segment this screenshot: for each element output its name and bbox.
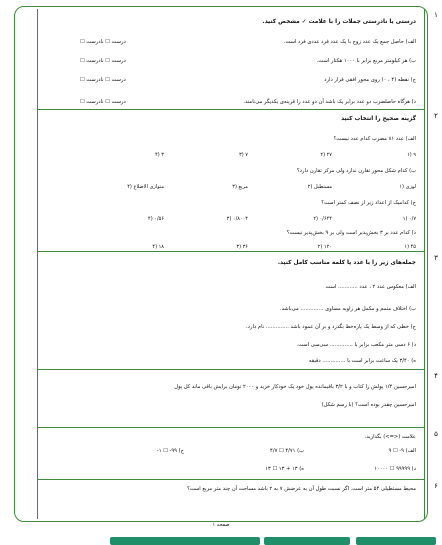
option[interactable]: ۳) ۳۶: [236, 244, 248, 250]
exam-sheet: [14, 6, 438, 522]
question-number: ۵: [434, 430, 438, 438]
option[interactable]: ۲) ۲۷: [320, 152, 332, 158]
question-3: [38, 251, 438, 370]
problem-line-1: امیرحسین ۱/۴ پولش را کتاب و با ۳/۲ باقیمانده پول خود یک خودکار خرید و ۲۰۰۰ تومان برایش باقی ماند کل پول: [174, 384, 416, 390]
option[interactable]: ۳) ۰/۸۰۰۴: [226, 216, 248, 222]
option[interactable]: ۲) ۰/۶۴۴: [313, 216, 332, 222]
option[interactable]: ۳) مربع: [232, 184, 248, 190]
option[interactable]: ۴) ۳: [155, 152, 164, 158]
blank-d: د) ۶ دسی متر مکعب برابر با .............. سی‌سی است.: [296, 342, 416, 348]
question-number: ۱: [434, 11, 438, 19]
option[interactable]: ۴) ۰/۵۶: [148, 216, 164, 222]
question-1: [38, 9, 438, 109]
statement-a: الف) حاصل جمع یک عدد زوج با یک عدد فرد عددی فرد است.: [283, 39, 416, 45]
compare-e[interactable]: ه) ۱۳ + ۱۳ ☐ ۱۳: [265, 466, 304, 472]
compare-a[interactable]: الف) ۹- ☐ ۹: [388, 448, 416, 454]
compare-c[interactable]: ج) ۹۹- ☐ ۱-: [156, 448, 184, 454]
bottom-bar-button[interactable]: [356, 537, 436, 545]
statement-c: ج) نقطه (۴ ، ۰) روی محور افقی قرار دارد: [324, 77, 416, 83]
statement-b: ب) هر کیلومتر مربع برابر با ۱۰۰۰ هکتار است.: [316, 58, 416, 64]
question-number: ۶: [434, 482, 438, 490]
question-number: ۴: [434, 372, 438, 380]
question-title: علامت (<=>) بگذارید.: [364, 434, 416, 440]
option[interactable]: ۱) ۹: [407, 152, 416, 158]
option[interactable]: ۴) ۱۸: [152, 244, 164, 250]
question-number: ۳: [434, 254, 438, 262]
question-number: ۲: [434, 112, 438, 120]
question-title: گزینه صحیح را انتخاب کنید: [341, 116, 416, 122]
compare-b[interactable]: ب) ۴/۷۱ ☐ ۴/۷: [270, 448, 304, 454]
question-b: ب) کدام شکل محور تقارن ندارد ولی مرکز تقارن دارد؟: [296, 168, 416, 174]
question-2: [38, 109, 438, 252]
question-4: [38, 369, 438, 428]
question-title: جمله‌های زیر را با عدد یا کلمه مناسب کامل کنید.: [277, 260, 416, 266]
option[interactable]: ۱) ۴۵: [404, 244, 416, 250]
true-false-options[interactable]: درست ☐ نادرست ☐: [80, 58, 126, 64]
option[interactable]: ۲) مستطیل: [307, 184, 332, 190]
true-false-options[interactable]: درست ☐ نادرست ☐: [80, 77, 126, 83]
true-false-options[interactable]: درست ☐ نادرست ☐: [80, 99, 126, 105]
option[interactable]: ۱) لوزی: [399, 184, 416, 190]
option[interactable]: ۴) متوازی الاضلاع: [127, 184, 164, 190]
bottom-bar-button[interactable]: [264, 537, 350, 545]
exam-body: [37, 9, 438, 519]
bottom-bar-button[interactable]: [110, 537, 260, 545]
problem-text: محیط مستطیلی ۵۴ متر است. اگر نسبت طول آن به عرضش ۷ به ۲ باشد مساحت آن چند متر مربع است؟: [187, 486, 416, 492]
blank-a: الف) معکوس عدد ۲ ، عدد ............ است: [325, 284, 416, 290]
blank-e: ه) ۳/۴۰ یک ساعت برابر است با .............. دقیقه: [308, 358, 416, 364]
statement-d: د) هرگاه حاصلضرب دو عدد برابر یک باشد آن دو عدد را قرینه‌ی یکدیگر می‌نامند.: [243, 99, 416, 105]
question-c: ج) کدامیک از اعداد زیر از نصف کمتر است؟: [321, 200, 416, 206]
compare-d[interactable]: د) ۹۹۹۹۹ ☐ ۱۰۰۰۰: [374, 466, 416, 472]
question-5: [38, 427, 438, 480]
option[interactable]: ۲) ۱۲۰: [317, 244, 332, 250]
question-d: د) کدام عدد بر ۳ بخش‌پذیر است ولی بر ۹ بخش‌پذیر نیست؟: [286, 230, 416, 236]
problem-line-2: امیرحسین چقدر بوده است؟ (با رسم شکل): [321, 402, 416, 408]
question-6: [38, 479, 438, 522]
question-title: درستی یا نادرستی جملات را با علامت ✓ مشخص کنید.: [262, 19, 416, 25]
blank-c: ج) خطی که از وسط یک پاره‌خط بگذرد و بر آن عمود باشد .............. نام دارد.: [246, 324, 416, 330]
page-number: صفحه ۱: [212, 522, 230, 528]
true-false-options[interactable]: درست ☐ نادرست ☐: [80, 39, 126, 45]
blank-b: ب) اختلاف متمم و مکمل هر زاویه مساوی .............. می‌باشد.: [279, 306, 416, 312]
question-a: الف) عدد ۸۱ مضرب کدام عدد نیست؟: [333, 136, 416, 142]
option[interactable]: ۳) ۷: [239, 152, 248, 158]
option[interactable]: ۱) ۰/۷: [402, 216, 416, 222]
